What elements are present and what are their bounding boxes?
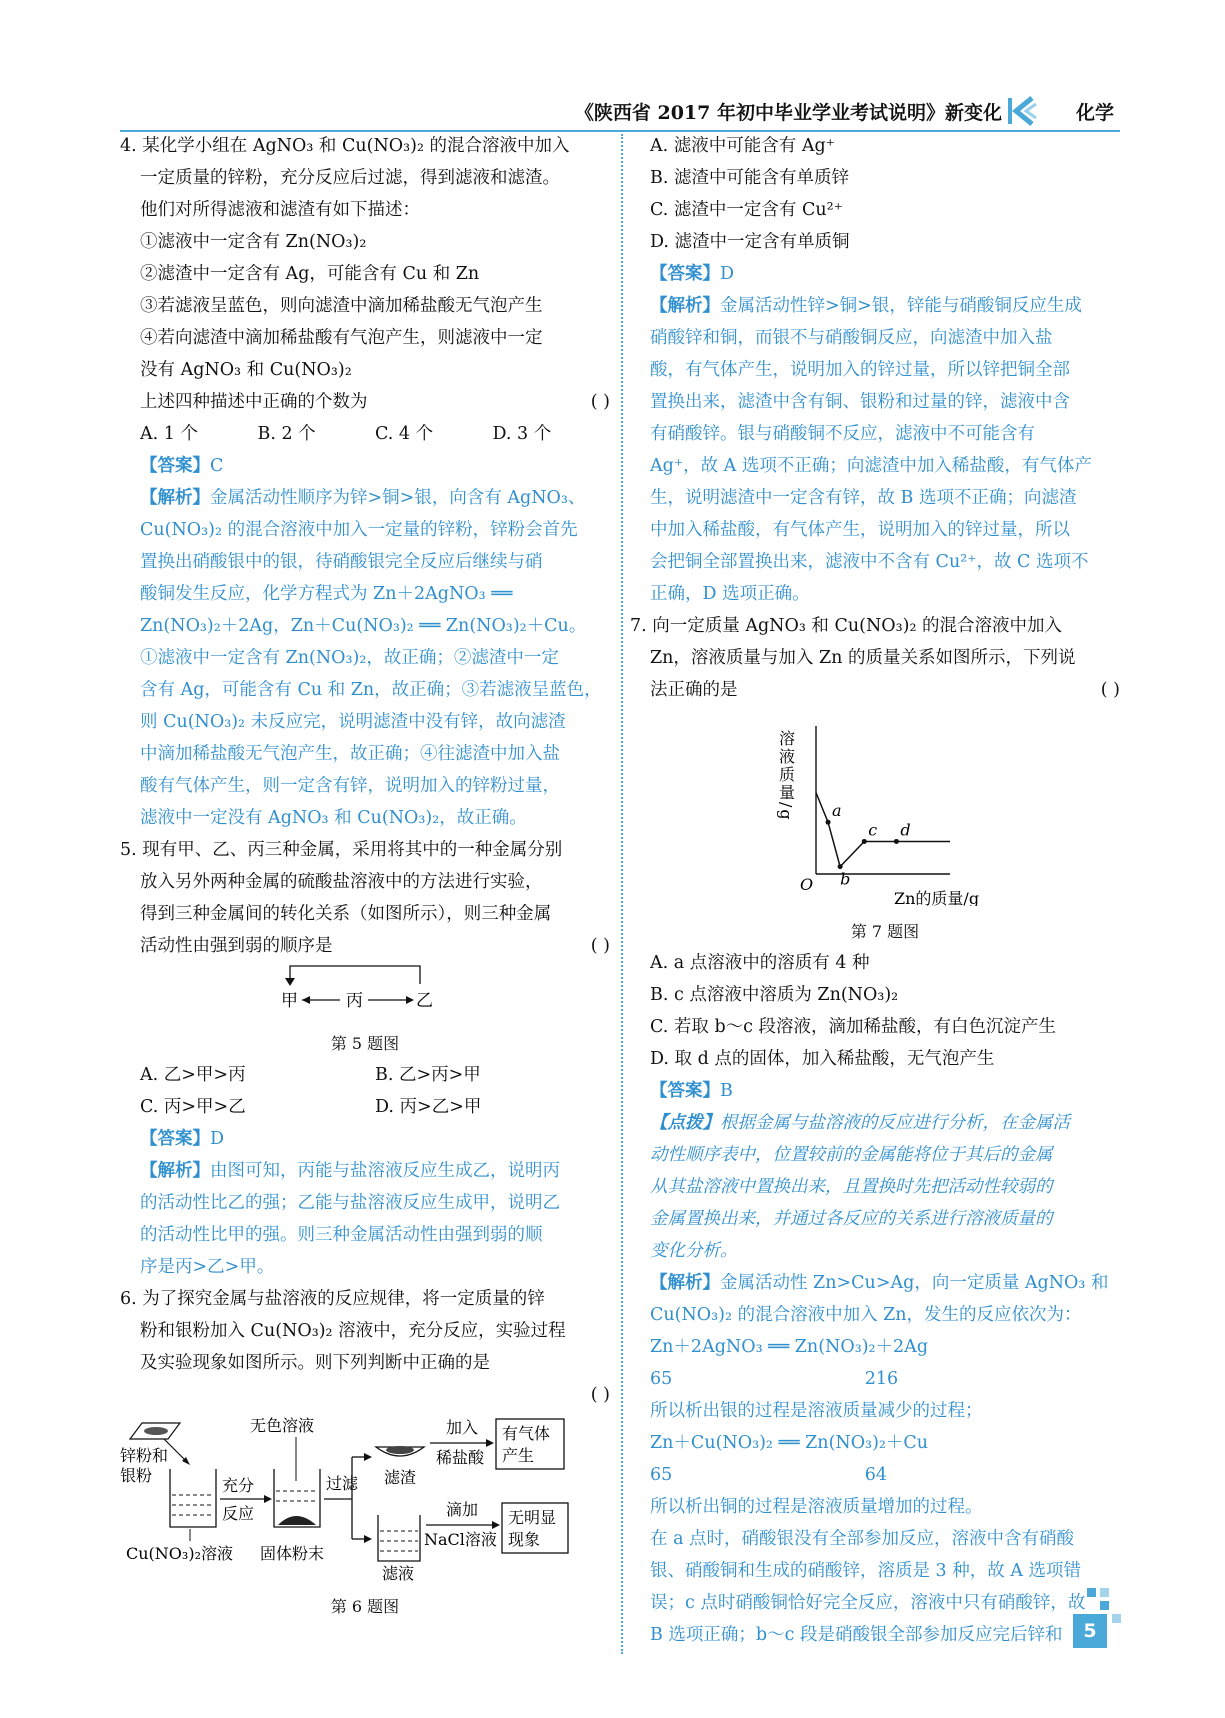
arrow-head	[364, 1453, 372, 1461]
result-text: 有气体	[502, 1424, 551, 1443]
explanation-line: Zn＋2AgNO₃ ══ Zn(NO₃)₂＋2Ag	[650, 1337, 929, 1357]
explanation-line: 银、硝酸铜和生成的硝酸锌，溶质是 3 种，故 A 选项错	[650, 1561, 1082, 1581]
beaker-icon	[378, 1515, 420, 1561]
label-react: 反应	[222, 1504, 255, 1523]
q5-explanation	[120, 1155, 610, 1187]
answer-blank: ( )	[590, 936, 610, 956]
explanation-line: Cu(NO₃)₂ 的混合溶液中加入 Zn，发生的反应依次为：	[650, 1305, 1082, 1325]
explanation-text: 金属活动性锌>铜>银，锌能与硝酸铜反应生成	[720, 296, 1082, 316]
label-add: 稀盐酸	[436, 1448, 485, 1467]
powder-icon	[144, 1427, 168, 1435]
page-number: 5	[1073, 1614, 1107, 1648]
answer-label: 【答案】	[650, 264, 720, 284]
q6-figure	[120, 1411, 610, 1581]
explanation-line: 硝酸锌和铜，而银不与硝酸铜反应，向滤渣中加入盐	[650, 328, 1053, 348]
left-column	[120, 130, 610, 1622]
tip-line: 从其盐溶液中置换出来，且置换时先把活动性较弱的	[650, 1177, 1053, 1197]
q5-figure	[120, 962, 610, 1018]
arrow-head	[492, 1521, 500, 1529]
label-powder: 锌粉和	[120, 1446, 169, 1465]
explanation-line: 65 216	[650, 1369, 899, 1389]
label-react: 充分	[222, 1476, 255, 1495]
option-a: A. 乙>甲>丙	[140, 1065, 246, 1085]
q7-ask-text: 法正确的是	[650, 680, 738, 700]
q5-caption: 第 5 题图	[330, 1034, 400, 1053]
beaker-icon	[170, 1469, 216, 1527]
option-b: B. 乙>丙>甲	[375, 1065, 481, 1085]
explanation-line: Zn(NO₃)₂＋2Ag，Zn＋Cu(NO₃)₂ ══ Zn(NO₃)₂＋Cu。	[140, 616, 587, 636]
explanation-line: 65 64	[650, 1465, 888, 1485]
point-a	[826, 820, 831, 825]
q5-line: 放入另外两种金属的硫酸盐溶液中的方法进行实验，	[140, 872, 543, 892]
explanation-line: 会把铜全部置换出来，滤液中不含有 Cu²⁺，故 C 选项不	[650, 552, 1089, 572]
metal-jia: 甲	[281, 991, 298, 1011]
explanation-line: 生，说明滤渣中一定含有锌，故 B 选项不正确；向滤渣	[650, 488, 1077, 508]
explanation-line: 在 a 点时，硝酸银没有全部参加反应，溶液中含有硝酸	[650, 1529, 1075, 1549]
solid-powder-icon	[278, 1516, 316, 1525]
result-text: 产生	[502, 1446, 535, 1465]
option-c: C. 丙>甲>乙	[140, 1097, 246, 1117]
explanation-line: 含有 Ag，可能含有 Cu 和 Zn，故正确；③若滤液呈蓝色，	[140, 680, 602, 700]
q5-ask-text: 活动性由强到弱的顺序是	[140, 936, 333, 956]
point-d	[894, 839, 899, 844]
explanation-line: 序是丙>乙>甲。	[140, 1257, 275, 1277]
q7-ask	[650, 674, 1120, 706]
answer-value: B	[720, 1081, 733, 1101]
answer-value: C	[210, 456, 224, 476]
explanation-line: 误；c 点时硝酸铜恰好完全反应，溶液中只有硝酸锌，故	[650, 1593, 1086, 1613]
decor-square	[1100, 1588, 1109, 1597]
explanation-text: 金属活动性 Zn>Cu>Ag，向一定质量 AgNO₃ 和	[720, 1273, 1109, 1293]
q5-options	[120, 1059, 610, 1091]
q5-line: 得到三种金属间的转化关系（如图所示），则三种金属	[140, 904, 552, 924]
q7-line: Zn，溶液质量与加入 Zn 的质量关系如图所示，下列说	[650, 648, 1076, 668]
q4-answer	[120, 450, 610, 482]
metal-yi: 乙	[416, 991, 433, 1011]
option-a: A. a 点溶液中的溶质有 4 种	[650, 953, 870, 973]
option-d: D. 丙>乙>甲	[375, 1097, 482, 1117]
label-drop: 滴加	[446, 1500, 479, 1519]
arrow-head	[364, 1535, 372, 1543]
q5-line: 5. 现有甲、乙、丙三种金属，采用将其中的一种金属分别	[120, 840, 563, 860]
arrow-head	[486, 1439, 494, 1447]
analysis-label: 【解析】	[650, 1273, 720, 1293]
explanation-line: 所以析出银的过程是溶液质量减少的过程；	[650, 1401, 983, 1421]
question-4	[120, 130, 610, 834]
answer-blank: ( )	[1100, 680, 1120, 700]
explanation-line: Zn＋Cu(NO₃)₂ ══ Zn(NO₃)₂＋Cu	[650, 1433, 929, 1453]
point-label-c: c	[868, 820, 878, 840]
q4-statement: ④若向滤渣中滴加稀盐酸有气泡产生，则滤液中一定	[140, 328, 543, 348]
q7-caption: 第 7 题图	[850, 922, 920, 941]
liquid-icon	[172, 1495, 214, 1515]
decor-square	[1100, 1601, 1109, 1610]
point-label-a: a	[832, 801, 842, 821]
question-5	[120, 834, 610, 1283]
page-header	[120, 96, 1120, 132]
q6-line: 及实验现象如图所示。则下列判断中正确的是	[140, 1353, 490, 1373]
answer-blank: ( )	[590, 392, 610, 412]
q4-line: 4. 某化学小组在 AgNO₃ 和 Cu(NO₃)₂ 的混合溶液中加入	[120, 136, 570, 156]
tip-label: 【点拨】	[650, 1113, 720, 1133]
right-column	[630, 130, 1120, 1651]
origin-label: O	[800, 875, 814, 894]
column-divider	[621, 134, 623, 1654]
result-text: 无明显	[508, 1508, 557, 1527]
q4-statement: ③若滤液呈蓝色，则向滤渣中滴加稀盐酸无气泡产生	[140, 296, 543, 316]
option-a: A. 1 个	[140, 424, 198, 444]
option-c: C. 若取 b～c 段溶液，滴加稀盐酸，有白色沉淀产生	[650, 1017, 1057, 1037]
explanation-line: 酸，有气体产生，说明加入的锌过量，所以锌把铜全部	[650, 360, 1070, 380]
explanation-line: 则 Cu(NO₃)₂ 未反应完，说明滤渣中没有锌，故向滤渣	[140, 712, 566, 732]
option-c: C. 滤渣中一定含有 Cu²⁺	[650, 200, 843, 220]
explanation-line: 的活动性比乙的强；乙能与盐溶液反应生成甲，说明乙	[140, 1193, 560, 1213]
option-b: B. c 点溶液中溶质为 Zn(NO₃)₂	[650, 985, 899, 1005]
option-b: B. 滤渣中可能含有单质锌	[650, 168, 849, 188]
y-axis-label: 溶液质量/g	[776, 730, 796, 822]
q7-chart	[650, 706, 1120, 906]
label-solid: 固体粉末	[260, 1544, 325, 1563]
explanation-line: 置换出来，滤渣中含有铜、银粉和过量的锌，滤液中含	[650, 392, 1070, 412]
x-axis-label: Zn的质量/g	[894, 889, 980, 906]
decor-square	[1112, 1614, 1121, 1623]
tip-line: 变化分析。	[650, 1241, 738, 1261]
explanation-line: 中滴加稀盐酸无气泡产生，故正确；④往滤渣中加入盐	[140, 744, 560, 764]
label-colorless: 无色溶液	[250, 1416, 315, 1435]
q4-line: 一定质量的锌粉，充分反应后过滤，得到滤液和滤渣。	[140, 168, 560, 188]
question-7	[630, 610, 1120, 1651]
explanation-line: 的活动性比甲的强。则三种金属活动性由强到弱的顺	[140, 1225, 543, 1245]
answer-value: D	[210, 1129, 225, 1149]
q6-line: 粉和银粉加入 Cu(NO₃)₂ 溶液中，充分反应，实验过程	[140, 1321, 566, 1341]
q5-answer	[120, 1123, 610, 1155]
header-title: 《陕西省 2017 年初中毕业学业考试说明》新变化	[574, 102, 1002, 124]
header-subject: 化学	[1075, 102, 1114, 124]
q7-tip	[650, 1107, 1120, 1139]
q4-ask-text: 上述四种描述中正确的个数为	[140, 392, 368, 412]
answer-value: D	[720, 264, 735, 284]
label-filtrate: 滤液	[382, 1564, 415, 1581]
q4-statement: 没有 AgNO₃ 和 Cu(NO₃)₂	[140, 360, 352, 380]
answer-label: 【答案】	[140, 1129, 210, 1149]
point-c	[862, 839, 867, 844]
option-d: D. 3 个	[492, 424, 552, 444]
q5-ask	[120, 930, 610, 962]
explanation-text: 由图可知，丙能与盐溶液反应生成乙，说明丙	[210, 1161, 560, 1181]
arrow-head	[302, 996, 310, 1004]
explanation-line: ①滤液中一定含有 Zn(NO₃)₂，故正确；②滤渣中一定	[140, 648, 559, 668]
label-residue: 滤渣	[384, 1468, 417, 1487]
q7-explanation	[650, 1267, 1120, 1299]
q7-line: 7. 向一定质量 AgNO₃ 和 Cu(NO₃)₂ 的混合溶液中加入	[630, 616, 1063, 636]
explanation-line: 所以析出铜的过程是溶液质量增加的过程。	[650, 1497, 983, 1517]
arrow-head	[264, 1495, 272, 1503]
label-powder: 银粉	[120, 1466, 153, 1485]
explanation-line: 正确，D 选项正确。	[650, 584, 810, 604]
tip-line: 金属置换出来，并通过各反应的关系进行溶液质量的	[650, 1209, 1053, 1229]
point-b	[838, 864, 843, 869]
answer-label: 【答案】	[650, 1081, 720, 1101]
option-c: C. 4 个	[375, 424, 434, 444]
explanation-line: B 选项正确；b～c 段是硝酸银全部参加反应完后锌和	[650, 1625, 1063, 1645]
tip-line: 动性顺序表中，位置较前的金属能将位于其后的金属	[650, 1145, 1053, 1165]
q4-options	[120, 418, 610, 450]
point-label-b: b	[840, 869, 851, 889]
relation-arrow	[290, 966, 420, 984]
q4-statement: ②滤渣中一定含有 Ag，可能含有 Cu 和 Zn	[140, 264, 480, 284]
option-b: B. 2 个	[257, 424, 316, 444]
result-text: 现象	[508, 1530, 541, 1549]
tip-text: 根据金属与盐溶液的反应进行分析，在金属活	[720, 1113, 1070, 1133]
metal-bing: 丙	[346, 991, 363, 1011]
explanation-line: 中加入稀盐酸，有气体产生，说明加入的锌过量，所以	[650, 520, 1070, 540]
label-drop: NaCl溶液	[424, 1530, 497, 1549]
answer-blank: ( )	[590, 1385, 610, 1405]
analysis-label: 【解析】	[650, 296, 720, 316]
q6-caption: 第 6 题图	[330, 1597, 400, 1616]
q4-explanation	[120, 482, 610, 514]
option-d: D. 滤渣中一定含有单质铜	[650, 232, 850, 252]
q4-statement: ①滤液中一定含有 Zn(NO₃)₂	[140, 232, 367, 252]
arrow-head	[285, 978, 295, 986]
question-6	[120, 1283, 610, 1622]
explanation-line: Ag⁺，故 A 选项不正确；向滤渣中加入稀盐酸，有气体产	[650, 456, 1092, 476]
q5-options	[120, 1091, 610, 1123]
q6-explanation	[650, 290, 1120, 322]
explanation-line: 有硝酸锌。银与硝酸铜不反应，滤液中不可能含有	[650, 424, 1035, 444]
q7-answer	[650, 1075, 1120, 1107]
option-d: D. 取 d 点的固体，加入稀盐酸，无气泡产生	[650, 1049, 995, 1069]
answer-label: 【答案】	[140, 456, 210, 476]
analysis-label: 【解析】	[140, 1161, 210, 1181]
decor-square	[1087, 1588, 1096, 1597]
explanation-line: 酸铜发生反应，化学方程式为 Zn＋2AgNO₃ ══	[140, 584, 513, 604]
analysis-label: 【解析】	[140, 488, 210, 508]
chevron-logo-icon	[1006, 96, 1038, 126]
q6-paren-line	[120, 1379, 610, 1411]
q4-line: 他们对所得滤液和滤渣有如下描述：	[140, 200, 420, 220]
explanation-line: Cu(NO₃)₂ 的混合溶液中加入一定量的锌粉，锌粉会首先	[140, 520, 578, 540]
explanation-text: 金属活动性顺序为锌>铜>银，向含有 AgNO₃、	[210, 488, 586, 508]
label-solution: Cu(NO₃)₂溶液	[126, 1544, 233, 1563]
option-a: A. 滤液中可能含有 Ag⁺	[650, 136, 835, 156]
arrow-head	[406, 996, 414, 1004]
point-label-d: d	[900, 820, 911, 840]
q4-ask	[120, 386, 610, 418]
explanation-line: 酸有气体产生，则一定含有锌，说明加入的锌粉过量，	[140, 776, 560, 796]
q6-line: 6. 为了探究金属与盐溶液的反应规律，将一定质量的锌	[120, 1289, 545, 1309]
explanation-line: 滤液中一定没有 AgNO₃ 和 Cu(NO₃)₂，故正确。	[140, 808, 527, 828]
label-filter: 过滤	[326, 1474, 359, 1493]
residue-icon	[386, 1446, 414, 1454]
q6-answer	[650, 258, 1120, 290]
liquid-icon	[276, 1491, 318, 1501]
liquid-icon	[380, 1531, 418, 1551]
explanation-line: 置换出硝酸银中的银，待硝酸银完全反应后继续与硝	[140, 552, 543, 572]
label-add: 加入	[446, 1418, 479, 1437]
